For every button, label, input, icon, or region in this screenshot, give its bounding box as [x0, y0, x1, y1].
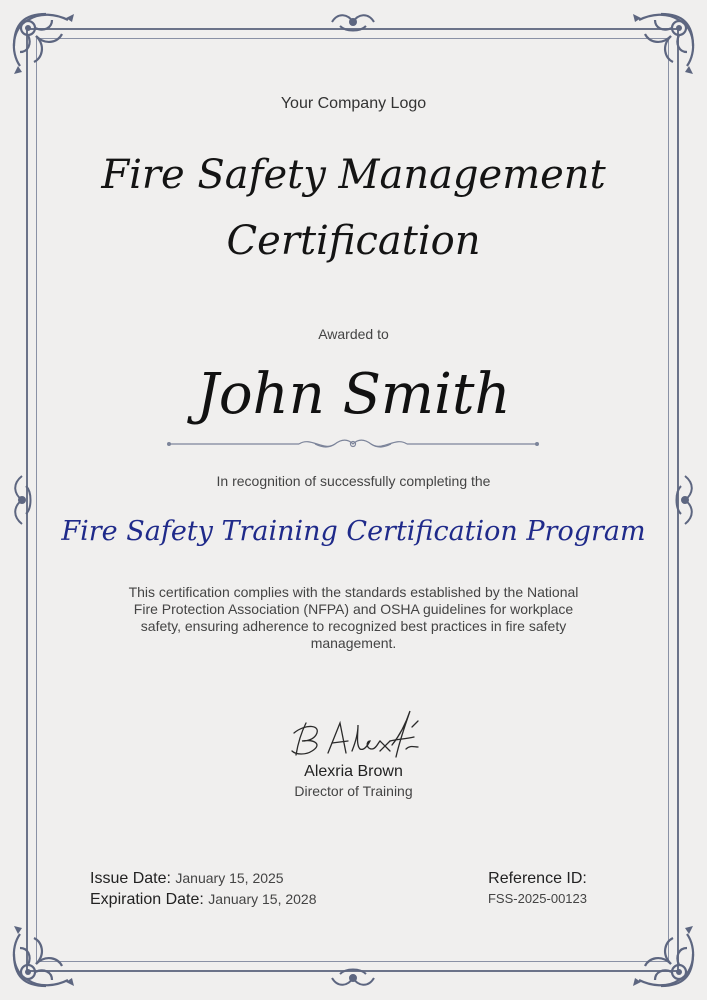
program-name: Fire Safety Training Certification Program: [61, 516, 646, 547]
issue-date-value: January 15, 2025: [175, 870, 284, 886]
signer-name: Alexria Brown: [304, 763, 403, 780]
recipient-name: John Smith: [196, 362, 511, 427]
certificate-title: [0, 142, 707, 274]
expiration-date-value: January 15, 2028: [208, 891, 317, 907]
title-line-2: Certification: [226, 218, 481, 264]
corner-ornament-icon: [611, 904, 701, 994]
issue-date-label: Issue Date:: [90, 870, 171, 887]
reference-block: [470, 868, 605, 909]
expiration-date-row: [90, 889, 317, 910]
corner-ornament-icon: [611, 6, 701, 96]
title-line-1: Fire Safety Management: [101, 152, 606, 198]
side-ornament-icon: [328, 10, 378, 34]
corner-ornament-icon: [6, 6, 96, 96]
recognition-text: In recognition of successfully completing the: [216, 473, 491, 489]
side-ornament-icon: [328, 966, 378, 990]
flourish-divider-icon: [165, 434, 541, 454]
company-logo-placeholder: Your Company Logo: [280, 95, 427, 112]
awarded-to-label: Awarded to: [318, 326, 389, 342]
corner-ornament-icon: [6, 904, 96, 994]
signature-icon: [282, 705, 427, 760]
expiration-date-label: Expiration Date:: [90, 891, 204, 908]
issue-date-row: [90, 868, 317, 889]
reference-id-label: Reference ID:: [488, 870, 587, 887]
certification-description: This certification complies with the standards established by the National Fire Protection Association (NFPA) and OSHA guidelines for workplace safety, ensuring adherence to recognized best practices in fire safety management.: [128, 584, 579, 651]
reference-id-value: FSS-2025-00123: [487, 891, 587, 906]
dates-block: [90, 868, 317, 910]
signer-title: Director of Training: [294, 783, 413, 799]
